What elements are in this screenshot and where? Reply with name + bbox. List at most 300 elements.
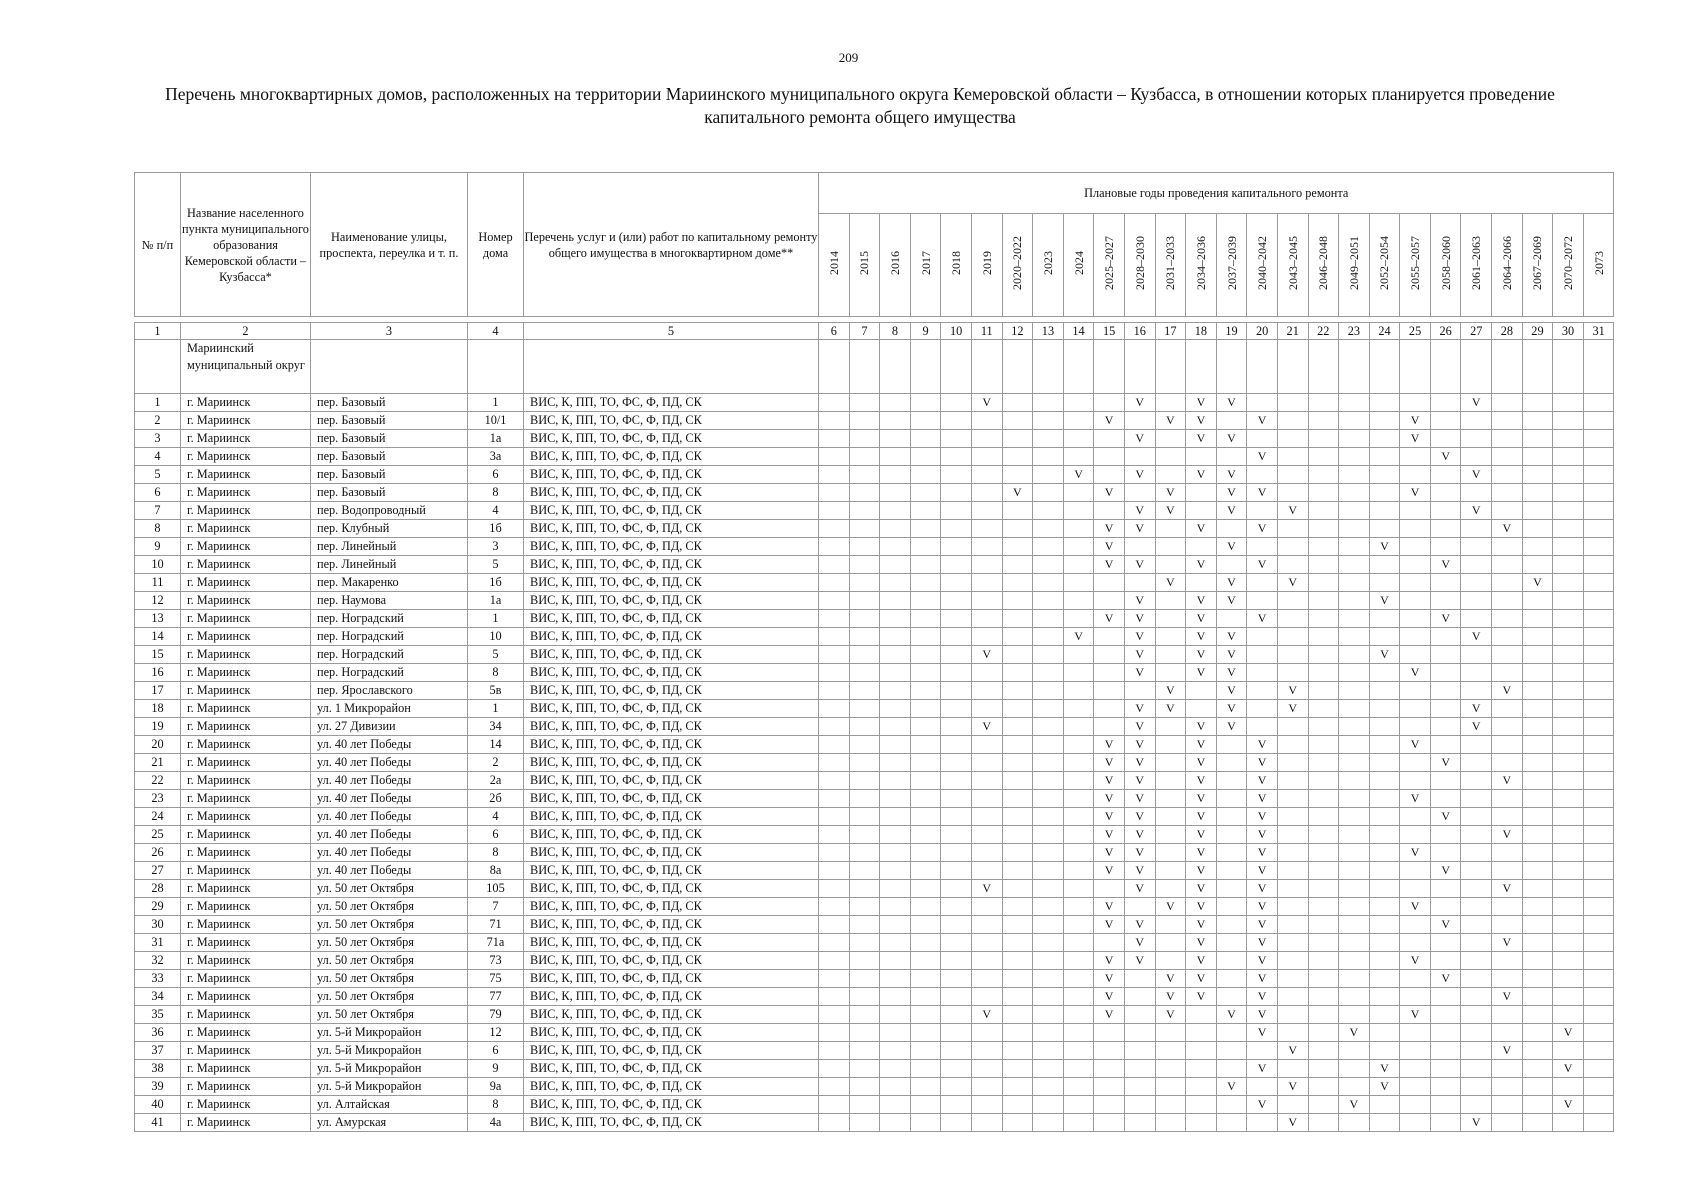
year-cell [1583,538,1614,556]
year-cell [1522,1078,1553,1096]
year-cell [1461,898,1492,916]
planned-mark: V [1124,664,1155,682]
year-cell [1155,916,1186,934]
year-cell [971,592,1002,610]
column-number: 28 [1492,323,1523,340]
year-cell [1002,556,1033,574]
year-cell [849,628,880,646]
year-cell [910,664,941,682]
year-cell [880,1096,911,1114]
year-cell [1583,484,1614,502]
year-cell [1308,916,1339,934]
planned-mark: V [1247,826,1278,844]
settlement-cell: г. Мариинск [181,646,311,664]
year-cell [1339,826,1370,844]
year-cell [910,466,941,484]
year-cell [971,934,1002,952]
header-year [910,214,941,317]
year-cell [1063,646,1094,664]
year-cell [1002,862,1033,880]
house-number-cell: 9 [468,1060,524,1078]
year-cell [1430,988,1461,1006]
year-cell [971,1078,1002,1096]
year-cell [1430,574,1461,592]
year-cell [1339,448,1370,466]
settlement-cell: г. Мариинск [181,520,311,538]
year-cell [1155,790,1186,808]
year-cell [1277,466,1308,484]
house-number-cell: 12 [468,1024,524,1042]
year-cell [819,556,850,574]
header-year-label: 2052–2054 [1377,236,1392,290]
year-cell [1063,1078,1094,1096]
year-cell [971,1060,1002,1078]
year-cell [1308,538,1339,556]
year-cell [1553,988,1584,1006]
year-cell [849,1024,880,1042]
year-cell [1522,790,1553,808]
works-cell: ВИС, К, ПП, ТО, ФС, Ф, ПД, СК [524,430,819,448]
year-cell [1583,412,1614,430]
year-cell [941,862,972,880]
year-cell [880,394,911,412]
year-cell [1522,394,1553,412]
planned-mark: V [1124,646,1155,664]
works-cell: ВИС, К, ПП, ТО, ФС, Ф, ПД, СК [524,1114,819,1132]
planned-mark: V [1492,520,1523,538]
table-row [135,790,1614,808]
year-cell [1430,1078,1461,1096]
works-cell: ВИС, К, ПП, ТО, ФС, Ф, ПД, СК [524,1060,819,1078]
year-cell [1094,664,1125,682]
year-cell [1400,610,1431,628]
year-cell [941,754,972,772]
year-cell [1155,1096,1186,1114]
year-cell [1553,430,1584,448]
column-number: 5 [524,323,819,340]
year-cell [1308,970,1339,988]
year-cell [910,862,941,880]
year-cell [1430,772,1461,790]
year-cell [819,394,850,412]
house-number-cell: 6 [468,466,524,484]
works-cell: ВИС, К, ПП, ТО, ФС, Ф, ПД, СК [524,1006,819,1024]
year-cell [1277,664,1308,682]
year-cell [1583,772,1614,790]
year-cell [1002,790,1033,808]
year-cell [910,898,941,916]
year-cell [941,484,972,502]
row-number: 38 [135,1060,181,1078]
year-cell [941,412,972,430]
year-cell [1430,952,1461,970]
year-cell [1094,466,1125,484]
street-cell: ул. 50 лет Октября [311,898,468,916]
year-cell [819,772,850,790]
year-cell [941,880,972,898]
header-works: Перечень услуг и (или) работ по капитальному ремонту общего имущества в многоквартирном доме** [524,173,819,317]
year-cell [1553,592,1584,610]
year-cell [1553,412,1584,430]
house-number-cell: 6 [468,1042,524,1060]
works-cell: ВИС, К, ПП, ТО, ФС, Ф, ПД, СК [524,916,819,934]
year-cell [971,502,1002,520]
year-cell [1033,970,1064,988]
year-cell [880,466,911,484]
year-cell [1216,736,1247,754]
year-cell [1369,826,1400,844]
year-cell [1553,718,1584,736]
year-cell [1583,664,1614,682]
year-cell [1155,934,1186,952]
year-cell [1522,754,1553,772]
year-cell [1155,1060,1186,1078]
year-cell [1492,1096,1523,1114]
year-cell [819,844,850,862]
year-cell [1583,646,1614,664]
works-cell: ВИС, К, ПП, ТО, ФС, Ф, ПД, СК [524,934,819,952]
year-cell [1553,880,1584,898]
planned-mark: V [1155,412,1186,430]
works-cell: ВИС, К, ПП, ТО, ФС, Ф, ПД, СК [524,880,819,898]
planned-mark: V [1216,718,1247,736]
planned-mark: V [1461,628,1492,646]
year-cell [971,808,1002,826]
planned-mark: V [1461,718,1492,736]
planned-mark: V [1094,538,1125,556]
column-number: 14 [1063,323,1094,340]
year-cell [1063,394,1094,412]
table-row [135,772,1614,790]
year-cell [880,430,911,448]
year-cell [849,592,880,610]
year-cell [1063,736,1094,754]
year-cell [941,718,972,736]
year-cell [819,430,850,448]
planned-mark: V [1155,682,1186,700]
year-cell [1339,718,1370,736]
table-row [135,1006,1614,1024]
year-cell [1308,952,1339,970]
street-cell: ул. 50 лет Октября [311,880,468,898]
year-cell [1247,574,1278,592]
year-cell [1063,1060,1094,1078]
year-cell [819,1060,850,1078]
table-row [135,1078,1614,1096]
year-cell [910,700,941,718]
year-cell [1124,538,1155,556]
table-row [135,412,1614,430]
planned-mark: V [1247,952,1278,970]
year-cell [1063,718,1094,736]
year-cell [1553,1114,1584,1132]
house-number-cell: 2а [468,772,524,790]
table-row [135,844,1614,862]
house-number-cell: 1б [468,574,524,592]
planned-mark: V [1063,628,1094,646]
settlement-cell: г. Мариинск [181,844,311,862]
year-cell [1461,592,1492,610]
planned-mark: V [1094,520,1125,538]
year-cell [849,538,880,556]
year-cell [1583,466,1614,484]
year-cell [1277,484,1308,502]
year-cell [1339,898,1370,916]
planned-mark: V [1461,1114,1492,1132]
year-cell [1553,754,1584,772]
works-cell: ВИС, К, ПП, ТО, ФС, Ф, ПД, СК [524,844,819,862]
settlement-cell: г. Мариинск [181,502,311,520]
year-cell [1339,736,1370,754]
settlement-cell: г. Мариинск [181,610,311,628]
empty-cell [1583,340,1614,394]
year-cell [1033,430,1064,448]
year-cell [1492,808,1523,826]
year-cell [941,1060,972,1078]
year-cell [1155,844,1186,862]
year-cell [1339,988,1370,1006]
street-cell: ул. Амурская [311,1114,468,1132]
year-cell [1063,520,1094,538]
table-row [135,952,1614,970]
year-cell [1277,970,1308,988]
row-number: 2 [135,412,181,430]
year-cell [1461,1078,1492,1096]
planned-mark: V [1186,412,1217,430]
year-cell [1492,700,1523,718]
settlement-cell: г. Мариинск [181,448,311,466]
planned-mark: V [1124,844,1155,862]
table-row [135,862,1614,880]
year-cell [1400,592,1431,610]
year-cell [1002,520,1033,538]
year-cell [1400,502,1431,520]
header-house: Номер дома [468,173,524,317]
year-cell [819,952,850,970]
year-cell [1492,952,1523,970]
year-cell [1400,862,1431,880]
header-year-label: 2015 [857,251,872,275]
year-cell [1002,502,1033,520]
header-year-label: 2028–2030 [1132,236,1147,290]
year-cell [1002,754,1033,772]
year-cell [1186,448,1217,466]
header-year-label: 2070–2072 [1561,236,1576,290]
year-cell [1369,574,1400,592]
header-year [1033,214,1064,317]
planned-mark: V [1094,412,1125,430]
planned-mark: V [1369,1060,1400,1078]
table-row [135,808,1614,826]
year-cell [1583,970,1614,988]
year-cell [1461,682,1492,700]
year-cell [1308,484,1339,502]
street-cell: пер. Базовый [311,484,468,502]
year-cell [880,592,911,610]
year-cell [1461,880,1492,898]
year-cell [971,448,1002,466]
planned-mark: V [1247,898,1278,916]
column-number: 20 [1247,323,1278,340]
year-cell [1369,1096,1400,1114]
house-number-cell: 8 [468,484,524,502]
works-cell: ВИС, К, ПП, ТО, ФС, Ф, ПД, СК [524,718,819,736]
year-cell [1308,430,1339,448]
year-cell [1461,430,1492,448]
year-cell [1553,538,1584,556]
year-cell [1461,952,1492,970]
header-year-label: 2025–2027 [1102,236,1117,290]
year-cell [971,466,1002,484]
year-cell [1308,1060,1339,1078]
year-cell [1430,736,1461,754]
year-cell [1583,736,1614,754]
year-cell [1369,736,1400,754]
year-cell [1492,484,1523,502]
year-cell [1063,862,1094,880]
street-cell: ул. Алтайская [311,1096,468,1114]
year-cell [1063,1006,1094,1024]
year-cell [1033,646,1064,664]
year-cell [1339,628,1370,646]
year-cell [971,952,1002,970]
works-cell: ВИС, К, ПП, ТО, ФС, Ф, ПД, СК [524,394,819,412]
year-cell [941,646,972,664]
year-cell [1400,520,1431,538]
house-number-cell: 1 [468,394,524,412]
year-cell [1369,1024,1400,1042]
planned-mark: V [1124,466,1155,484]
year-cell [1124,574,1155,592]
year-cell [1553,826,1584,844]
planned-mark: V [1094,610,1125,628]
year-cell [1461,844,1492,862]
year-cell [941,628,972,646]
year-cell [1186,1096,1217,1114]
year-cell [910,934,941,952]
year-cell [1553,502,1584,520]
empty-cell [1369,340,1400,394]
year-cell [1461,826,1492,844]
year-cell [1277,880,1308,898]
year-cell [1400,682,1431,700]
year-cell [941,1078,972,1096]
planned-mark: V [1186,736,1217,754]
year-cell [1553,664,1584,682]
planned-mark: V [1461,394,1492,412]
year-cell [971,628,1002,646]
street-cell: ул. 5-й Микрорайон [311,1078,468,1096]
planned-mark: V [1094,484,1125,502]
header-year [1186,214,1217,317]
planned-mark: V [1247,916,1278,934]
header-year [941,214,972,317]
year-cell [1033,736,1064,754]
table-body [135,317,1614,1132]
year-cell [1308,772,1339,790]
planned-mark: V [1216,484,1247,502]
column-number: 29 [1522,323,1553,340]
row-number: 12 [135,592,181,610]
year-cell [1339,664,1370,682]
year-cell [819,916,850,934]
year-cell [1522,646,1553,664]
year-cell [1216,1114,1247,1132]
year-cell [849,484,880,502]
year-cell [1583,1096,1614,1114]
year-cell [941,430,972,448]
year-cell [1492,718,1523,736]
empty-cell [941,340,972,394]
year-cell [819,1078,850,1096]
year-cell [1369,430,1400,448]
year-cell [1522,538,1553,556]
year-cell [1553,484,1584,502]
year-cell [941,988,972,1006]
column-number: 3 [311,323,468,340]
year-cell [1033,1024,1064,1042]
year-cell [1400,988,1431,1006]
house-number-cell: 8 [468,664,524,682]
planned-mark: V [1216,430,1247,448]
header-year [1308,214,1339,317]
table-row [135,1060,1614,1078]
header-year [1522,214,1553,317]
year-cell [1308,1006,1339,1024]
empty-cell [1186,340,1217,394]
year-cell [1583,574,1614,592]
year-cell [1063,430,1094,448]
table-row [135,628,1614,646]
year-cell [1553,970,1584,988]
table-row [135,646,1614,664]
planned-mark: V [1216,538,1247,556]
header-year [1430,214,1461,317]
year-cell [1033,1060,1064,1078]
year-cell [1553,1042,1584,1060]
year-cell [1247,430,1278,448]
year-cell [1522,610,1553,628]
settlement-cell: г. Мариинск [181,916,311,934]
year-cell [1216,862,1247,880]
year-cell [941,466,972,484]
year-cell [1461,754,1492,772]
street-cell: пер. Базовый [311,466,468,484]
year-cell [1492,592,1523,610]
year-cell [1369,448,1400,466]
empty-cell [1553,340,1584,394]
year-cell [1430,412,1461,430]
column-number: 18 [1186,323,1217,340]
year-cell [1583,880,1614,898]
year-cell [1400,772,1431,790]
year-cell [1522,808,1553,826]
year-cell [941,574,972,592]
table-row [135,700,1614,718]
year-cell [1308,808,1339,826]
year-cell [1033,754,1064,772]
year-cell [1033,556,1064,574]
empty-cell [135,340,181,394]
year-cell [941,538,972,556]
year-cell [1033,880,1064,898]
year-cell [1430,664,1461,682]
house-number-cell: 77 [468,988,524,1006]
year-cell [1094,1114,1125,1132]
year-cell [880,898,911,916]
year-cell [910,790,941,808]
planned-mark: V [1247,754,1278,772]
